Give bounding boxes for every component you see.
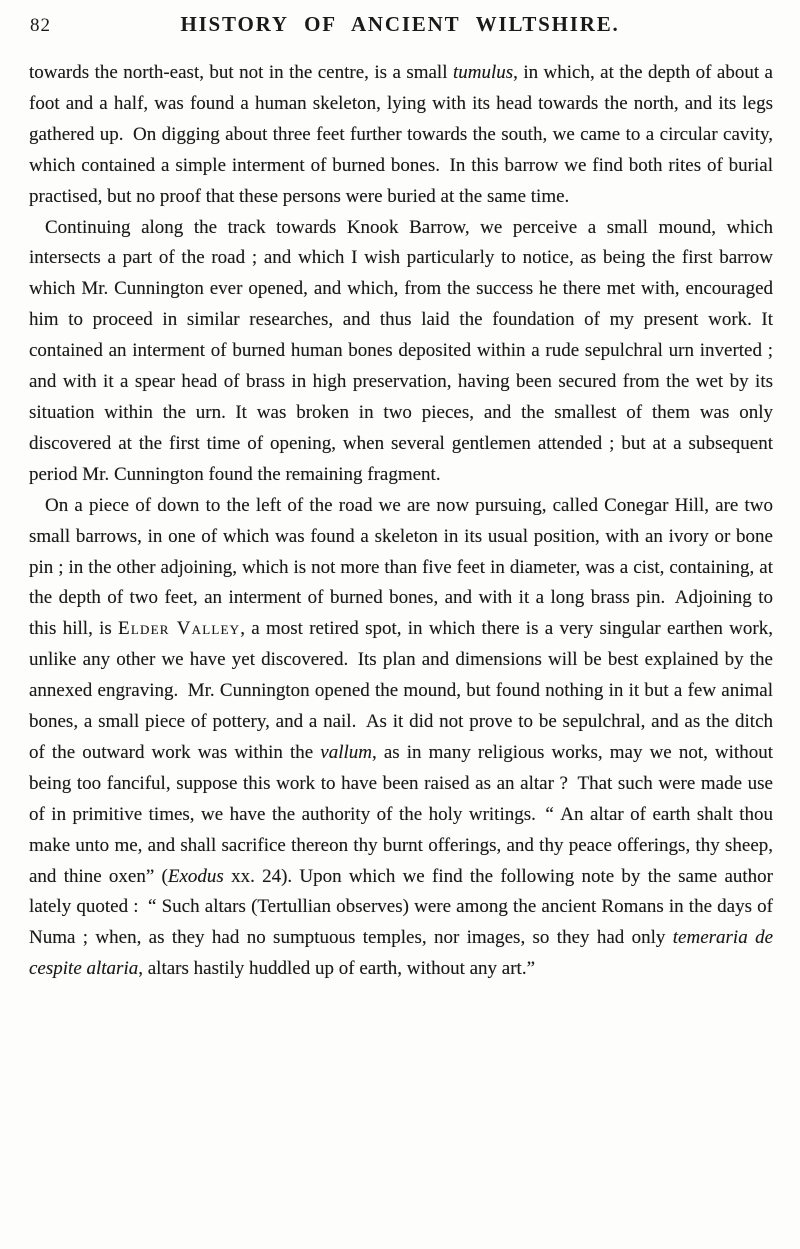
text-run: , altars hastily huddled up of earth, without any art.” (138, 958, 536, 980)
paragraph (29, 491, 773, 986)
italic-text-run: Exodus (167, 865, 224, 887)
text-run: , in which, at the depth of about a foot and a half, was found a human skeleton, lying with its head towards the north, and its legs gathered up. On digging about three feet further towards the south, we came to a circular cavity, which contained a simple interment of burned bones. In this barrow we find both rites of burial practised, but no proof that these persons were buried at the same time. (29, 62, 773, 207)
text-run: , a most retired spot, in which there is a very singular earthen work, unlike any other we have yet discovered. Its plan and dimensions will be best explained by the annexed engraving. Mr. Cunnington opened the mound, but found nothing in it but a few animal bones, a small piece of pottery, and a nail. As it did not prove to be sepulchral, and as the ditch of the outward work was within the (29, 618, 773, 763)
text-run: On a piece of down to the left of the road we are now pursuing, called Conegar Hill, are two small barrows, in one of which was found a skeleton in its usual position, with an ivory or bone pin ; in the other adjoining, which is not more than five feet in diameter, was a cist, containing, at the depth of two feet, an interment of burned bones, and with it a long brass pin. Adjoining to this hill, is (29, 494, 773, 640)
text-run: towards the north-east, but not in the centre, is a small (29, 62, 453, 83)
page-text (29, 58, 773, 985)
italic-text-run: temeraria de cespite altaria (29, 927, 773, 980)
text-run: , as in many religious works, may we not, without being too fanciful, suppose this work to have been raised as an altar ? That such were made use of in primitive times, we have the authority of the holy writings. “ An altar of earth shalt thou make unto me, and shall sacrifice thereon thy burnt offerings, and thy peace offerings, thy sheep, and thine oxen” ( (29, 741, 773, 887)
page-number: 82 (30, 15, 51, 36)
text-run: xx. 24). Upon which we find the following note by the same author lately quoted : “ Such altars (Tertullian observes) were among the ancient Romans in the days of Numa ; when, as they had no sumptuous temples, nor images, so they had only (29, 865, 773, 949)
italic-text-run: tumulus (452, 62, 514, 83)
running-title: HISTORY OF ANCIENT WILTSHIRE. (180, 12, 620, 36)
text-run: Continuing along the track towards Knook Barrow, we perceive a small mound, which intersects a part of the road ; and which I wish particularly to notice, as being the first barrow which Mr. Cunnington ever opened, and which, from the success he there met with, encouraged him to proceed in similar researches, and thus laid the foundation of my present work. It contained an interment of burned human bones deposited within a rude sepulchral urn inverted ; and with it a spear head of brass in high preservation, having been secured from the wet by its situation within the urn. It was broken in two pieces, and the smallest of them was only discovered at the first time of opening, when several gentlemen attended ; but at a subsequent period Mr. Cunnington found the remaining fragment. (29, 216, 773, 485)
smallcaps-text-run: Elder Valley (118, 618, 241, 640)
page-header (28, 12, 772, 42)
paragraph (29, 213, 773, 491)
paragraph (29, 58, 773, 213)
italic-text-run: vallum (320, 741, 372, 763)
